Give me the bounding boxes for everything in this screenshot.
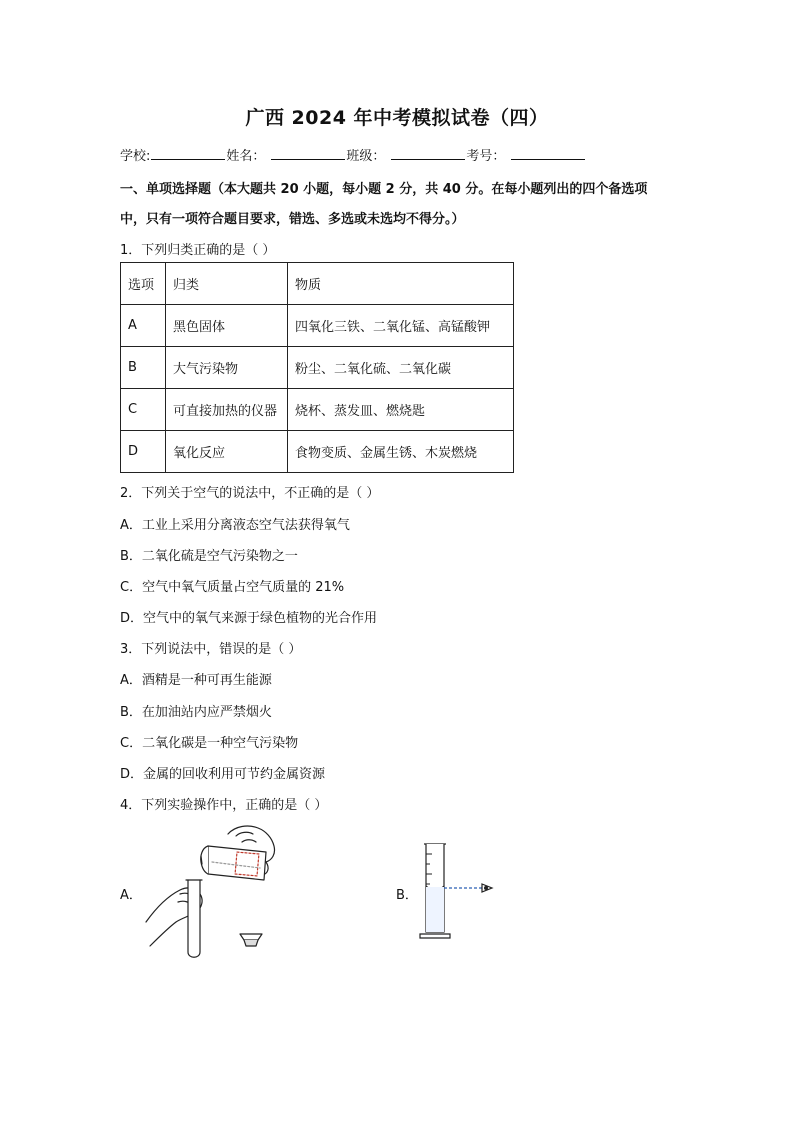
exam-no-label: 考号： bbox=[466, 149, 506, 164]
table-header-cell: 选项 bbox=[121, 263, 166, 305]
q2-option-a: A．工业上采用分离液态空气法获得氧气 bbox=[120, 518, 350, 533]
table-header-row bbox=[121, 263, 514, 305]
q4-stem: 4．下列实验操作中，正确的是（ ） bbox=[120, 798, 328, 813]
table-cell: 粉尘、二氧化硫、二氧化碳 bbox=[288, 347, 514, 389]
q2-option-b: B．二氧化硫是空气污染物之一 bbox=[120, 549, 298, 564]
q1-stem: 1．下列归类正确的是（ ） bbox=[120, 243, 276, 258]
student-info-line bbox=[120, 145, 586, 164]
table-row bbox=[121, 431, 514, 473]
q4-option-b-label: B． bbox=[396, 888, 418, 903]
table-cell: B bbox=[121, 347, 166, 389]
school-blank[interactable] bbox=[151, 145, 225, 160]
q3-option-a: A．酒精是一种可再生能源 bbox=[120, 673, 272, 688]
table-row bbox=[121, 305, 514, 347]
table-cell: 可直接加热的仪器 bbox=[166, 389, 288, 431]
q2-option-d: D．空气中的氧气来源于绿色植物的光合作用 bbox=[120, 611, 378, 626]
table-header-cell: 物质 bbox=[288, 263, 514, 305]
table-cell: D bbox=[121, 431, 166, 473]
q3-option-b: B．在加油站内应严禁烟火 bbox=[120, 705, 272, 720]
class-blank[interactable] bbox=[391, 145, 465, 160]
table-cell: 食物变质、金属生锈、木炭燃烧 bbox=[288, 431, 514, 473]
q3-option-c: C．二氧化碳是一种空气污染物 bbox=[120, 736, 299, 751]
table-cell: C bbox=[121, 389, 166, 431]
table-cell: 四氧化三铁、二氧化锰、高锰酸钾 bbox=[288, 305, 514, 347]
q4-option-a-label: A． bbox=[120, 888, 142, 903]
graduated-cylinder-figure bbox=[416, 840, 500, 940]
section-instruction-line2: 中，只有一项符合题目要求，错选、多选或未选均不得分。） bbox=[120, 212, 465, 227]
table-row bbox=[121, 347, 514, 389]
name-blank[interactable] bbox=[271, 145, 345, 160]
section-instruction-line1: 一、单项选择题（本大题共 20 小题，每小题 2 分，共 40 分。在每小题列出的四个备选项 bbox=[120, 182, 648, 197]
q1-table bbox=[120, 262, 514, 473]
q2-option-c: C．空气中氧气质量占空气质量的 21% bbox=[120, 580, 345, 595]
exam-no-blank[interactable] bbox=[511, 145, 585, 160]
table-row bbox=[121, 389, 514, 431]
table-header-cell: 归类 bbox=[166, 263, 288, 305]
table-cell: 烧杯、蒸发皿、燃烧匙 bbox=[288, 389, 514, 431]
q3-option-d: D．金属的回收利用可节约金属资源 bbox=[120, 767, 326, 782]
q3-stem: 3．下列说法中，错误的是（ ） bbox=[120, 642, 302, 657]
name-label: 姓名： bbox=[226, 149, 266, 164]
pouring-liquid-figure bbox=[140, 822, 300, 964]
class-label: 班级： bbox=[346, 149, 386, 164]
page-title: 广西 2024 年中考模拟试卷（四） bbox=[245, 107, 549, 129]
q2-stem: 2．下列关于空气的说法中，不正确的是（ ） bbox=[120, 486, 380, 501]
table-cell: 大气污染物 bbox=[166, 347, 288, 389]
table-cell: 氧化反应 bbox=[166, 431, 288, 473]
table-cell: 黑色固体 bbox=[166, 305, 288, 347]
school-label: 学校: bbox=[120, 149, 151, 164]
table-cell: A bbox=[121, 305, 166, 347]
